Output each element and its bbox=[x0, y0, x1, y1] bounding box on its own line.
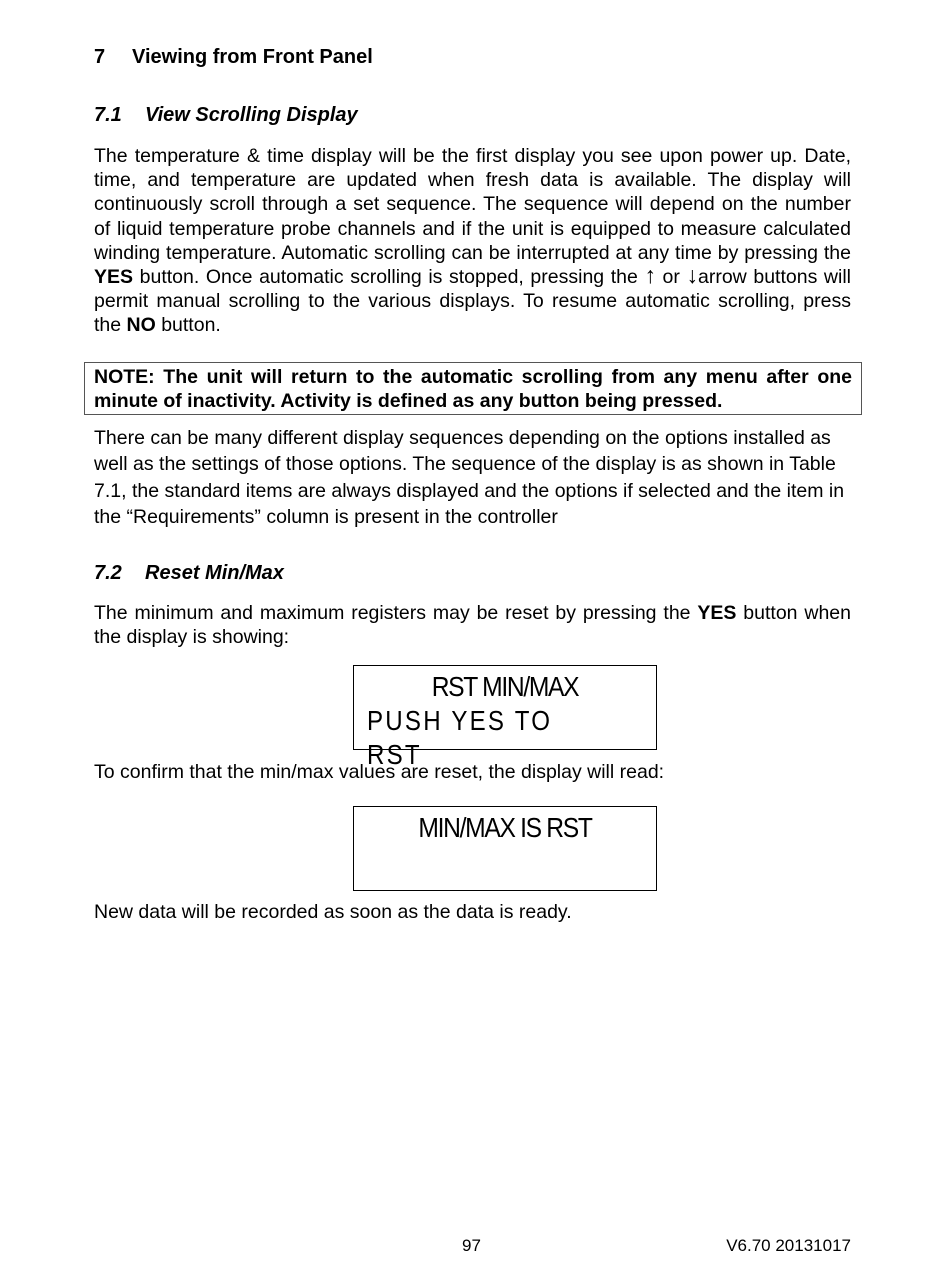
para-text: or bbox=[655, 266, 687, 289]
subsection-heading-view-scrolling bbox=[94, 104, 358, 127]
scrolling-paragraph bbox=[94, 144, 851, 338]
display-line-1: MIN/MAX IS RST bbox=[418, 812, 592, 843]
note-box: NOTE: The unit will return to the automatic scrolling from any menu after one minute of inactivity. Activity is defined as any button being pressed. bbox=[84, 362, 862, 415]
arrow-up-icon: ↑ bbox=[644, 262, 656, 289]
subsection-number: 7.2 bbox=[94, 562, 122, 584]
no-keyword: NO bbox=[126, 314, 156, 337]
display-line-1: RST MIN/MAX bbox=[431, 671, 579, 702]
page-number: 97 bbox=[462, 1236, 481, 1255]
reset-paragraph bbox=[94, 601, 851, 649]
para-text: The temperature & time display will be the first display you see upon power up. Date, time, and temperature are updated when fresh data is available. The display will continuously scroll through a set sequence. The sequence will depend on the number of liquid temperature probe channels and if the unit is equipped to measure calculated winding temperature. Automatic scrolling can be interrupted at any time by pressing the bbox=[94, 145, 851, 264]
confirm-text: To confirm that the min/max values are reset, the display will read: bbox=[94, 761, 665, 783]
version-label: V6.70 20131017 bbox=[726, 1236, 851, 1255]
yes-keyword: YES bbox=[94, 266, 134, 289]
yes-keyword: YES bbox=[697, 602, 737, 624]
subsection-title: View Scrolling Display bbox=[145, 104, 358, 126]
arrow-down-icon: ↓ bbox=[686, 262, 698, 289]
section-title: Viewing from Front Panel bbox=[132, 46, 373, 68]
para-text: arrow buttons will permit manual scrolling to the various displays. To resume automatic scrolling, press the bbox=[94, 266, 852, 337]
sequence-paragraph: There can be many different display sequences depending on the options installed as well as the settings of those options. The sequence of the display is as shown in Table 7.1, the standard items are always displayed and the options if selected and the item in the “Requirements” column is present in the controller bbox=[94, 427, 845, 528]
subsection-title: Reset Min/Max bbox=[145, 562, 284, 584]
subsection-number: 7.1 bbox=[94, 104, 122, 126]
section-heading bbox=[94, 46, 373, 69]
para-text: button when the display is showing: bbox=[94, 602, 851, 649]
lcd-display-reset-prompt bbox=[353, 665, 657, 770]
display-line-2: PUSH YES TO RST bbox=[367, 705, 553, 770]
para-text: button. bbox=[155, 314, 221, 337]
final-text: New data will be recorded as soon as the data is ready. bbox=[94, 901, 572, 923]
para-text: The minimum and maximum registers may be reset by pressing the bbox=[94, 602, 698, 624]
section-number: 7 bbox=[94, 46, 106, 68]
lcd-display-reset-confirm bbox=[353, 806, 657, 891]
para-text: button. Once automatic scrolling is stopped, pressing the bbox=[133, 266, 645, 289]
subsection-heading-reset bbox=[94, 562, 284, 585]
